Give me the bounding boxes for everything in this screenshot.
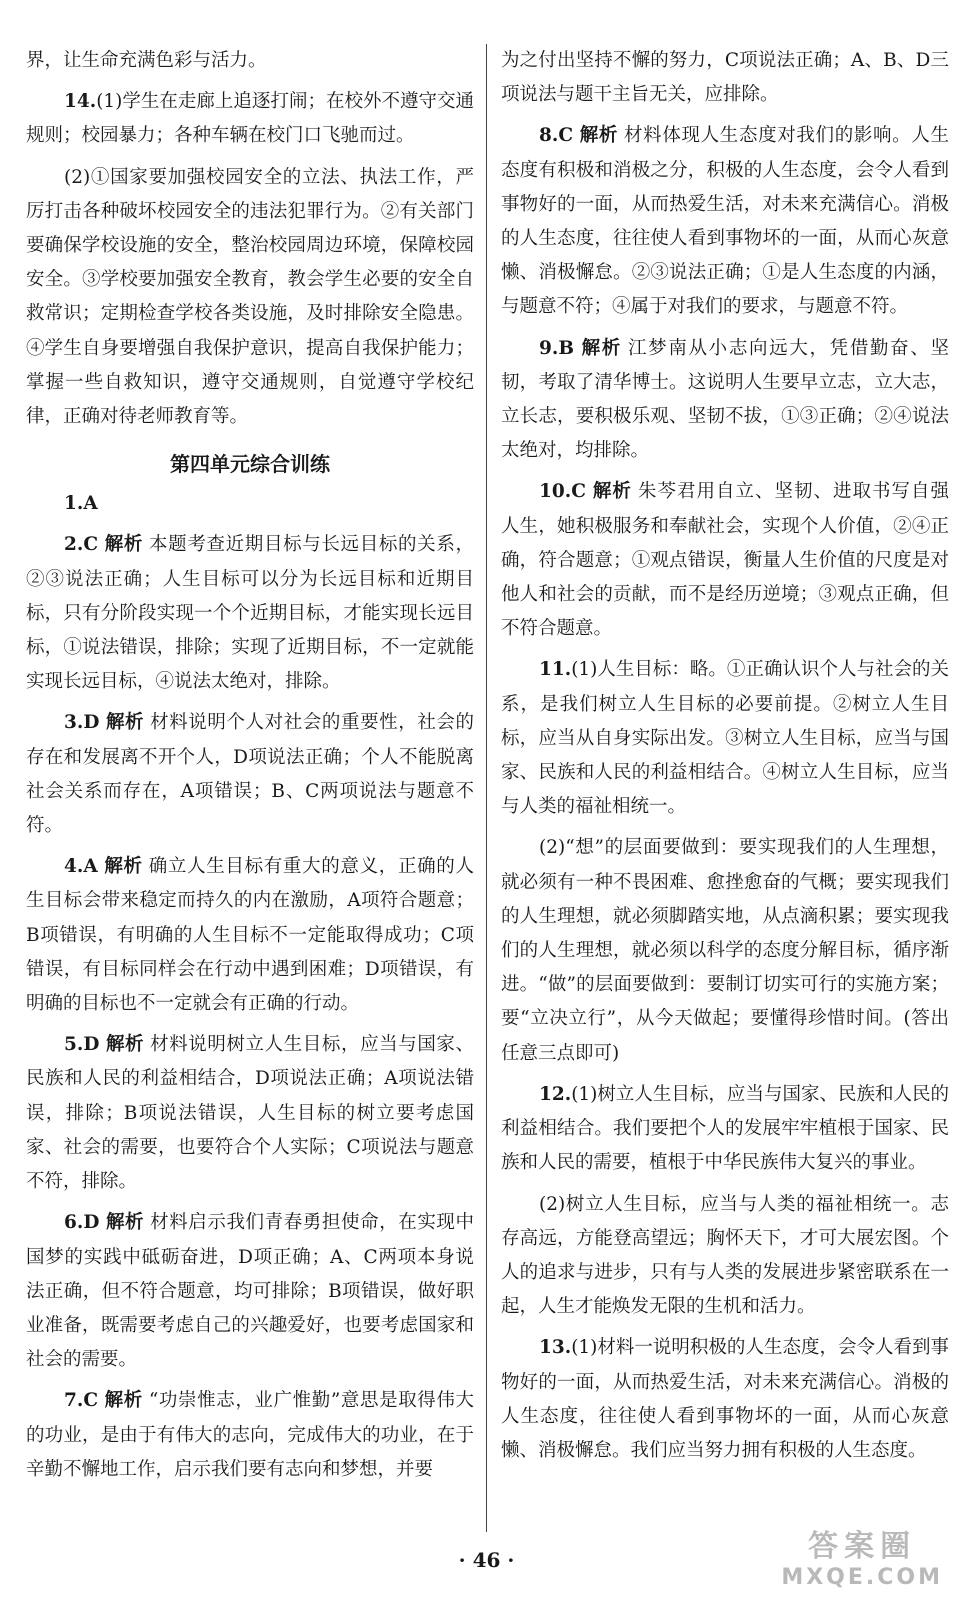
analysis-text: 材料启示我们青春勇担使命，在实现中国梦的实践中砥砺奋进，D项正确；A、C两项本身说法正确，但不符合题意，均可排除；B项错误，做好职业准备，既需要考虑自己的兴趣爱好，也要考虑国家和社会的需要。	[26, 1212, 474, 1371]
question-12	[501, 1078, 949, 1324]
question-14	[26, 85, 474, 434]
continued-text: 为之付出坚持不懈的努力，C项说法正确；A、B、D三项说法与题干主旨无关，应排除。	[501, 50, 949, 106]
question-5: 5.D 解析 材料说明树立人生目标，应当与国家、民族和人民的利益相结合，D项说法正确；A项说法错误，排除；B项说法错误，人生目标的树立要考虑国家、社会的需要，也要符合个人实际；C项说法与题意不符，排除。	[26, 1034, 474, 1193]
question-number: 13.	[539, 1337, 572, 1359]
answer-letter: B	[558, 337, 574, 359]
analysis-label: 解析	[579, 125, 619, 147]
analysis-label: 解析	[105, 1212, 145, 1234]
analysis-label: 解析	[105, 712, 145, 734]
analysis-text: 本题考查近期目标与长远目标的关系，②③说法正确；人生目标可以分为长远目标和近期目标，只有分阶段实现一个个近期目标，才能实现长远目标，①说法错误，排除；实现了近期目标，不一定就能实现长远目标，④说法太绝对，排除。	[26, 534, 474, 693]
answer-letter: C	[83, 534, 99, 556]
analysis-text: 材料体现人生态度对我们的影响。人生态度有积极和消极之分，积极的人生态度，会令人看到事物好的一面，从而热爱生活，对未来充满信心。消极的人生态度，往往使人看到事物坏的一面，从而心灰意懒、消极懈怠。②③说法正确；①是人生态度的内涵，与题意不符；④属于对我们的要求，与题意不符。	[501, 125, 949, 318]
question-number: 11.	[539, 659, 572, 681]
question-number: 12.	[539, 1083, 572, 1105]
question-11	[501, 653, 949, 1070]
answer-letter: A	[83, 856, 98, 878]
watermark-top: 答案圈	[808, 1529, 917, 1564]
answer-part-1: 14.(1)学生在走廊上追逐打闹；在校外不遵守交通规则；校园暴力；各种车辆在校门口飞驰而过。	[26, 91, 474, 147]
question-3: 3.D 解析 材料说明个人对社会的重要性，社会的存在和发展离不开个人，D项说法正确；个人不能脱离社会关系而存在，A项错误；B、C两项说法与题意不符。	[26, 712, 474, 837]
answer-letter: A	[83, 493, 98, 515]
analysis-text: 朱芩君用自立、坚韧、进取书写自强人生，她积极服务和奉献社会，实现个人价值，②④正确，符合题意；①观点错误，衡量人生价值的尺度是对他人和社会的贡献，而不是经历逆境；③观点正确，但不符合题意。	[501, 481, 949, 640]
question-8: 8.C 解析 材料体现人生态度对我们的影响。人生态度有积极和消极之分，积极的人生态度，会令人看到事物好的一面，从而热爱生活，对未来充满信心。消极的人生态度，往往使人看到事物坏的一面，从而心灰意懒、消极懈怠。②③说法正确；①是人生态度的内涵，与题意不符；④属于对我们的要求，与题意不符。	[501, 125, 949, 318]
analysis-text: 江梦南从小志向远大，凭借勤奋、坚韧，考取了清华博士。这说明人生要早立志，立大志，立长志，要积极乐观、坚韧不拔，①③正确；②④说法太绝对，均排除。	[501, 337, 949, 462]
left-column	[26, 44, 474, 1487]
analysis-text: 材料说明个人对社会的重要性，社会的存在和发展离不开个人，D项说法正确；个人不能脱离社会关系而存在，A项错误；B、C两项说法与题意不符。	[26, 712, 474, 837]
question-1: 1.A	[64, 493, 98, 515]
answer-part-2: (2)①国家要加强校园安全的立法、执法工作，严厉打击各种破坏校园安全的违法犯罪行为。②有关部门要确保学校设施的安全，整治校园周边环境，保障校园安全。③学校要加强安全教育，教会学生必要的安全自救常识；定期检查学校各类设施，及时排除安全隐患。④学生自身要增强自我保护意识，提高自我保护能力；掌握一些自救知识，遵守交通规则，自觉遵守学校纪律，正确对待老师教育等。	[26, 166, 474, 428]
answer-letter: D	[83, 712, 100, 734]
answer-part-1: 11.(1)人生目标：略。①正确认识个人与社会的关系，是我们树立人生目标的必要前提。②树立人生目标，应当从自身实际出发。③树立人生目标，应当与国家、民族和人民的利益相结合。④树立人生目标，应当与人类的福祉相统一。	[501, 659, 949, 818]
question-2: 2.C 解析 本题考查近期目标与长远目标的关系，②③说法正确；人生目标可以分为长远目标和近期目标，只有分阶段实现一个个近期目标，才能实现长远目标，①说法错误，排除；实现了近期目标，不一定就能实现长远目标，④说法太绝对，排除。	[26, 534, 474, 693]
analysis-label: 解析	[591, 481, 632, 503]
answer-letter: C	[558, 125, 574, 147]
answer-part-2: (2)树立人生目标，应当与人类的福祉相统一。志存高远，方能登高望远；胸怀天下，才可大展宏图。个人的追求与进步，只有与人类的发展进步紧密联系在一起，人生才能焕发无限的生机和活力。	[501, 1193, 949, 1318]
answer-letter: C	[83, 1390, 99, 1412]
section-title: 第四单元综合训练	[170, 452, 330, 477]
analysis-label: 解析	[104, 534, 144, 556]
analysis-label: 解析	[104, 1390, 143, 1412]
answer-letter: D	[83, 1034, 100, 1056]
answer-part-1: 13.(1)材料一说明积极的人生态度，会令人看到事物好的一面，从而热爱生活，对未来充满信心。消极的人生态度，往往使人看到事物坏的一面，从而心灰意懒、消极懈怠。我们应当努力拥有积极的人生态度。	[501, 1337, 949, 1461]
right-column	[501, 44, 949, 1468]
question-13	[501, 1331, 949, 1468]
analysis-text: 材料说明树立人生目标，应当与国家、民族和人民的利益相结合，D项说法正确；A项说法错误，排除；B项说法错误，人生目标的树立要考虑国家、社会的需要，也要符合个人实际；C项说法与题意不符，排除。	[26, 1034, 474, 1193]
answer-part-2: (2)“想”的层面要做到：要实现我们的人生理想，就必须有一种不畏困难、愈挫愈奋的气概；要实现我们的人生理想，就必须脚踏实地，从点滴积累；要实现我们的人生理想，就必须以科学的态度分解目标，循序渐进。“做”的层面要做到：要制订切实可行的实施方案；要“立决立行”，从今天做起；要懂得珍惜时间。(答出任意三点即可)	[501, 837, 949, 1064]
question-4: 4.A 解析 确立人生目标有重大的意义，正确的人生目标会带来稳定而持久的内在激励，A项符合题意；B项错误，有明确的人生目标不一定能取得成功；C项错误，有目标同样会在行动中遇到困难；D项错误，有明确的目标也不一定就会有正确的行动。	[26, 856, 474, 1015]
answer-letter: D	[83, 1212, 100, 1234]
question-7: 7.C 解析 “功崇惟志，业广惟勤”意思是取得伟大的功业，是由于有伟大的志向，完成伟大的功业，在于辛勤不懈地工作，启示我们要有志向和梦想，并要	[26, 1390, 474, 1480]
analysis-label: 解析	[579, 337, 622, 359]
analysis-label: 解析	[105, 1034, 145, 1056]
watermark-bottom: MXQE.COM	[781, 1565, 943, 1590]
analysis-text: “功崇惟志，业广惟勤”意思是取得伟大的功业，是由于有伟大的志向，完成伟大的功业，在于辛勤不懈地工作，启示我们要有志向和梦想，并要	[26, 1390, 474, 1480]
question-9: 9.B 解析 江梦南从小志向远大，凭借勤奋、坚韧，考取了清华博士。这说明人生要早立志，立大志，立长志，要积极乐观、坚韧不拔，①③正确；②④说法太绝对，均排除。	[501, 337, 949, 462]
answer-part-1: 12.(1)树立人生目标，应当与国家、民族和人民的利益相结合。我们要把个人的发展牢牢植根于国家、民族和人民的需要，植根于中华民族伟大复兴的事业。	[501, 1083, 949, 1174]
watermark-logo	[781, 1521, 943, 1590]
question-10: 10.C 解析 朱芩君用自立、坚韧、进取书写自强人生，她积极服务和奉献社会，实现个人价值，②④正确，符合题意；①观点错误，衡量人生价值的尺度是对他人和社会的贡献，而不是经历逆境；③观点正确，但不符合题意。	[501, 481, 949, 640]
continued-text: 界，让生命充满色彩与活力。	[26, 50, 267, 71]
analysis-text: 确立人生目标有重大的意义，正确的人生目标会带来稳定而持久的内在激励，A项符合题意；B项错误，有明确的人生目标不一定能取得成功；C项错误，有目标同样会在行动中遇到困难；D项错误，有明确的目标也不一定就会有正确的行动。	[26, 856, 474, 1015]
column-divider	[486, 44, 487, 1532]
answer-letter: C	[571, 481, 586, 503]
analysis-label: 解析	[103, 856, 143, 878]
question-number: 14.	[64, 91, 97, 113]
page-number: · 46 ·	[458, 1548, 515, 1572]
question-6: 6.D 解析 材料启示我们青春勇担使命，在实现中国梦的实践中砥砺奋进，D项正确；A、C两项本身说法正确，但不符合题意，均可排除；B项错误，做好职业准备，既需要考虑自己的兴趣爱好，也要考虑国家和社会的需要。	[26, 1212, 474, 1371]
